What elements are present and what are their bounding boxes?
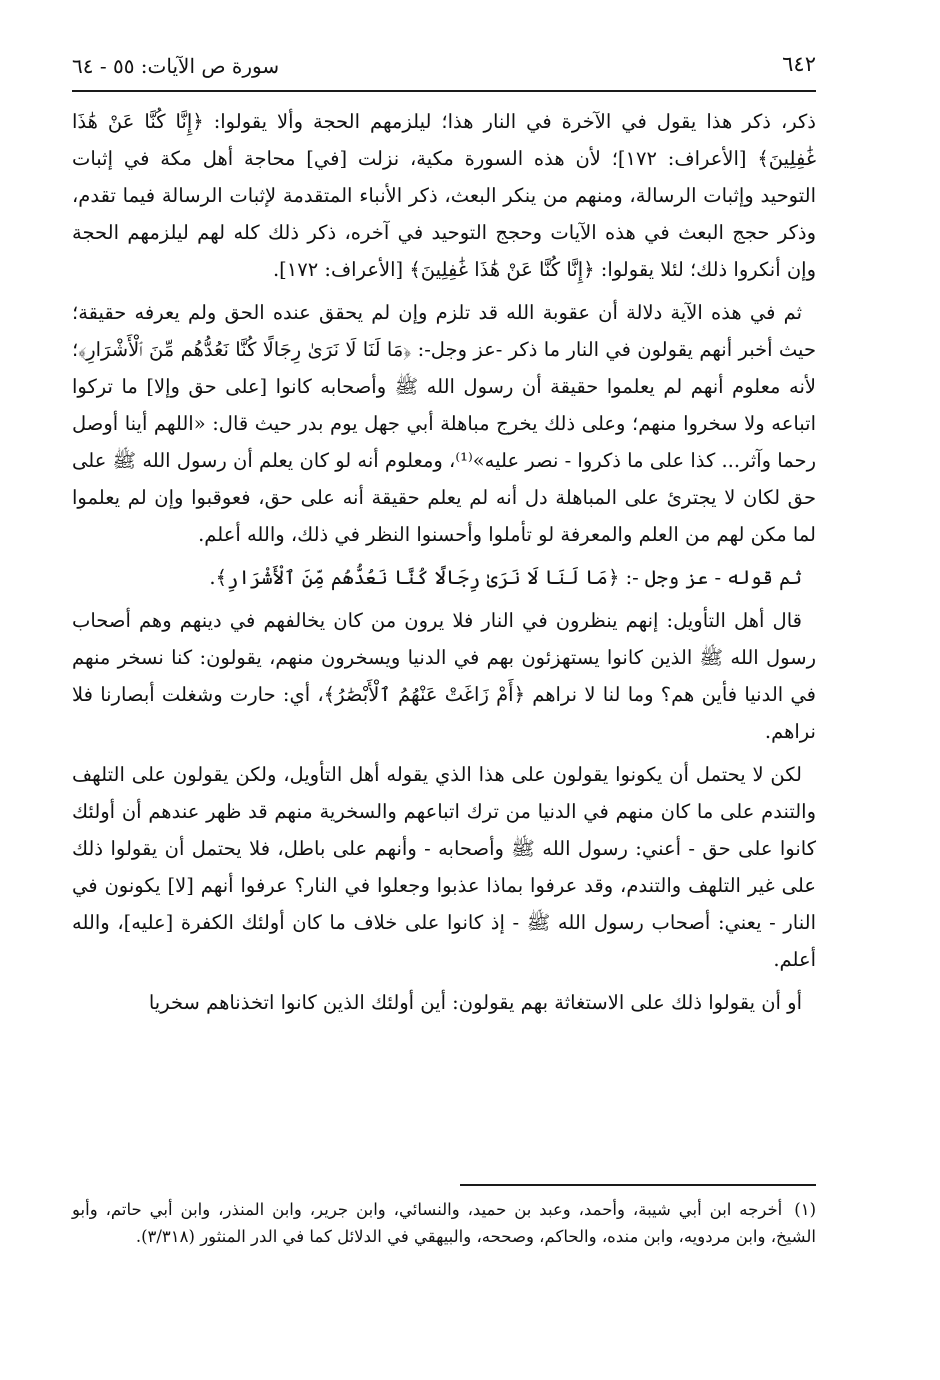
paragraph-5: لكن لا يحتمل أن يكونوا يقولون على هذا الذي يقوله أهل التأويل، ولكن يقولون على التلهف والتندم على ما كان منهم في الدنيا من ترك اتباعهم والسخرية منهم قد ظهر عندهم أن أولئك كانوا على حق - أعني: رسول الله ﷺ وأصحابه - وأنهم على باطل، فلا يحتمل أن يقولوا ذلك على غير التلهف والتندم، وقد عرفوا بماذا عذبوا وجعلوا في النار؟ عرفوا أنهم [لا] يكونون في النار - يعني: أصحاب رسول الله ﷺ - إذ كانوا على خلاف ما كان أولئك الكفرة [عليه]، والله أعلم. [72, 763, 816, 971]
header-rule [72, 90, 816, 92]
page-number: ٦٤٢ [782, 52, 816, 76]
running-title: سورة ص الآيات: ٥٥ - ٦٤ [72, 54, 280, 78]
paragraph-4: قال أهل التأويل: إنهم ينظرون في النار فلا يرون من كان يخالفهم في دينهم وهم أصحاب رسول الله ﷺ الذين كانوا يستهزئون بهم في الدنيا ويسخرون منهم، يقولون: كنا نسخر منهم في الدنيا فأين هم؟ وما لنا لا نراهم ﴿أَمْ زَاغَتْ عَنْهُمُ ٱلْأَبْصَٰرُ﴾، أي: حارت وشغلت أبصارنا فلا نراهم. [72, 609, 816, 743]
footnote-number: (١) [794, 1200, 816, 1219]
footnote-rule [460, 1184, 816, 1186]
footnotes [72, 1196, 816, 1250]
paragraph-3: ثم قوله - عز وجل -: ﴿مَا لَنَا لَا نَرَىٰ رِجَالًا كُنَّا نَعُدُّهُم مِّنَ ٱلْأَشْرَارِ﴾. [209, 566, 802, 589]
main-text [72, 103, 816, 1027]
footnote-text: أخرجه ابن أبي شيبة، وأحمد، وعبد بن حميد، والنسائي، وابن جرير، وابن المنذر، وابن أبي حاتم، وأبو الشيخ، وابن مردويه، وابن منده، والحاكم، وصححه، والبيهقي في الدلائل كما في الدر المنثور (٣/٣١٨). [72, 1200, 816, 1246]
paragraph-6: أو أن يقولوا ذلك على الاستغاثة بهم يقولون: أين أولئك الذين كانوا اتخذناهم سخريا [148, 991, 802, 1014]
paragraph-2: ثم في هذه الآية دلالة أن عقوبة الله قد تلزم وإن لم يحقق عنده الحق ولم يعرفه حقيقة؛ حيث أخبر أنهم يقولون في النار ما ذكر -عز وجل-: ﴿مَا لَنَا لَا نَرَىٰ رِجَالًا كُنَّا نَعُدُّهُم مِّنَ ٱلْأَشْرَارِ﴾؛ لأنه معلوم أنهم لم يعلموا حقيقة أن رسول الله ﷺ وأصحابه كانوا [على حق وإلا] ما تركوا اتباعه ولا سخروا منهم؛ وعلى ذلك يخرج مباهلة أبي جهل يوم بدر حيث قال: «اللهم أينا أوصل رحما وآثر... كذا على ما ذكروا - نصر عليه»⁽¹⁾، ومعلوم أنه لو كان يعلم أن رسول الله ﷺ على حق لكان لا يجترئ على المباهلة دل أنه لم يعلم حقيقة أنه على حق، فعوقبوا وإن لم يعلموا لما مكن لهم من العلم والمعرفة لو تأملوا وأحسنوا النظر في ذلك، والله أعلم. [72, 301, 816, 546]
page-header [72, 46, 816, 90]
footnote-1 [72, 1196, 816, 1250]
paragraph-1: ذكر، ذكر هذا يقول في الآخرة في النار هذا؛ ليلزمهم الحجة وألا يقولوا: ﴿إِنَّا كُنَّا عَنْ هَٰذَا غَٰفِلِينَ﴾ [الأعراف: ١٧٢]؛ لأن هذه السورة مكية، نزلت [في] محاجة أهل مكة في إثبات التوحيد وإثبات الرسالة، ومنهم من ينكر البعث، ذكر الأنباء المتقدمة لإثبات الرسالة فيما تقدم، وذكر حجج البعث في هذه الآيات وحجج التوحيد في آخره، ذكر ذلك كله لهم ليلزمهم الحجة وإن أنكروا ذلك؛ لئلا يقولوا: ﴿إِنَّا كُنَّا عَنْ هَٰذَا غَٰفِلِينَ﴾ [الأعراف: ١٧٢]. [72, 110, 817, 281]
